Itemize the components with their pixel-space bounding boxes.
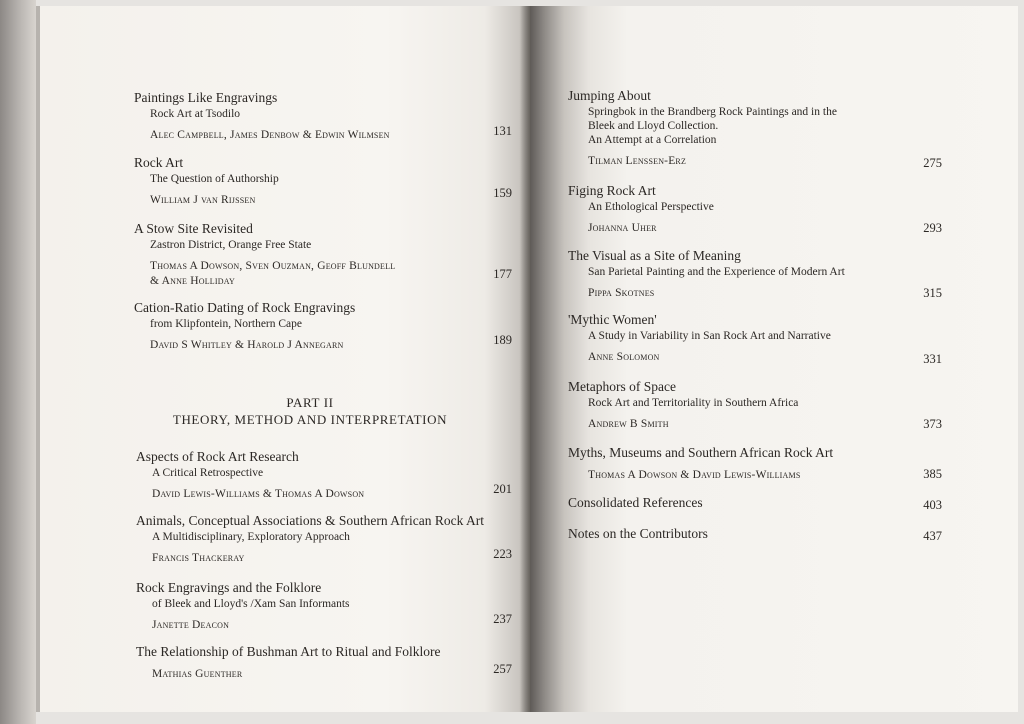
page-number: 293	[923, 221, 942, 235]
entry-title: Aspects of Rock Art Research	[136, 449, 299, 464]
entry-subtitle: from Klipfontein, Northern Cape	[150, 318, 303, 330]
part-title: THEORY, METHOD AND INTERPRETATION	[172, 412, 448, 427]
entry-authors: Mathias Guenther	[152, 668, 243, 680]
part-number: PART II	[286, 395, 334, 410]
entry-authors: David S Whitley & Harold J Annegarn	[150, 339, 344, 351]
entry-title: Notes on the Contributors	[568, 526, 708, 541]
page-number: 331	[923, 352, 942, 366]
entry-title: 'Mythic Women'	[568, 312, 657, 327]
toc-entry	[136, 644, 516, 681]
entry-subtitle: A Study in Variability in San Rock Art and Narrative	[588, 330, 831, 342]
entry-title: The Visual as a Site of Meaning	[568, 248, 741, 263]
toc-entry	[568, 312, 908, 364]
entry-authors: Pippa Skotnes	[588, 287, 655, 299]
entry-title: Cation-Ratio Dating of Rock Engravings	[134, 300, 356, 315]
entry-authors: Thomas A Dowson, Sven Ouzman, Geoff Blundell	[150, 260, 396, 272]
page-number: 131	[493, 124, 512, 138]
page-number: 159	[493, 186, 512, 200]
entry-authors: David Lewis-Williams & Thomas A Dowson	[152, 488, 365, 500]
entry-title: Paintings Like Engravings	[134, 90, 278, 105]
entry-subtitle: An Attempt at a Correlation	[588, 134, 717, 146]
page-number: 201	[493, 482, 512, 496]
entry-subtitle: San Parietal Painting and the Experience of Modern Art	[588, 266, 845, 278]
entry-title: Rock Art	[134, 155, 184, 170]
entry-subtitle: Rock Art at Tsodilo	[150, 108, 241, 120]
right-page	[530, 6, 1018, 712]
left-page	[36, 6, 534, 712]
toc-entry	[568, 248, 908, 300]
page-number: 189	[493, 333, 512, 347]
toc-entry	[134, 300, 504, 352]
entry-title: Jumping About	[568, 88, 651, 103]
entry-authors: Alec Campbell, James Denbow & Edwin Wilmsen	[150, 129, 390, 141]
toc-entry	[134, 155, 504, 207]
toc-entry	[136, 513, 526, 565]
entry-subtitle: Springbok in the Brandberg Rock Paintings and in the	[588, 106, 837, 118]
page-number: 437	[923, 529, 942, 543]
page-number: 237	[493, 612, 512, 626]
entry-authors: Tilman Lenssen-Erz	[588, 155, 687, 167]
toc-entry	[568, 445, 908, 482]
part-heading	[150, 394, 470, 428]
page-number: 373	[923, 417, 942, 431]
entry-title: Rock Engravings and the Folklore	[136, 580, 322, 595]
entry-subtitle: Zastron District, Orange Free State	[150, 239, 312, 251]
toc-entry	[134, 90, 504, 142]
entry-subtitle: of Bleek and Lloyd's /Xam San Informants	[152, 598, 350, 610]
entry-subtitle: A Critical Retrospective	[152, 467, 264, 479]
toc-entry	[136, 449, 516, 501]
entry-title: Animals, Conceptual Associations & Southern African Rock Art	[136, 513, 484, 528]
page-number: 385	[923, 467, 942, 481]
scanner-edge	[0, 0, 36, 724]
toc-entry	[568, 88, 908, 168]
toc-entry	[568, 495, 908, 511]
entry-title: Metaphors of Space	[568, 379, 676, 394]
page-number: 403	[923, 498, 942, 512]
entry-authors: Andrew B Smith	[588, 418, 669, 430]
entry-authors: Thomas A Dowson & David Lewis-Williams	[588, 469, 801, 481]
entry-title: Consolidated References	[568, 495, 703, 510]
entry-subtitle: The Question of Authorship	[150, 173, 279, 185]
entry-subtitle: Bleek and Lloyd Collection.	[588, 120, 719, 132]
entry-authors: Johanna Uher	[588, 222, 657, 234]
toc-entry	[134, 221, 504, 288]
page-number: 177	[493, 267, 512, 281]
toc-entry	[568, 183, 908, 235]
entry-title: Myths, Museums and Southern African Rock Art	[568, 445, 834, 460]
entry-subtitle: Rock Art and Territoriality in Southern Africa	[588, 397, 799, 409]
entry-title: Figing Rock Art	[568, 183, 656, 198]
entry-authors: Francis Thackeray	[152, 552, 245, 564]
toc-entry	[568, 379, 908, 431]
entry-authors: Anne Solomon	[588, 351, 660, 363]
page-number: 315	[923, 286, 942, 300]
page-number: 223	[493, 547, 512, 561]
entry-authors: William J van Rijssen	[150, 194, 256, 206]
toc-entry	[136, 580, 516, 632]
page-number: 275	[923, 156, 942, 170]
entry-subtitle: A Multidisciplinary, Exploratory Approach	[152, 531, 350, 543]
entry-title: The Relationship of Bushman Art to Ritual and Folklore	[136, 644, 441, 659]
entry-authors: & Anne Holliday	[150, 275, 235, 287]
entry-authors: Janette Deacon	[152, 619, 230, 631]
page-number: 257	[493, 662, 512, 676]
toc-entry	[568, 526, 908, 542]
entry-subtitle: An Ethological Perspective	[588, 201, 714, 213]
entry-title: A Stow Site Revisited	[134, 221, 253, 236]
